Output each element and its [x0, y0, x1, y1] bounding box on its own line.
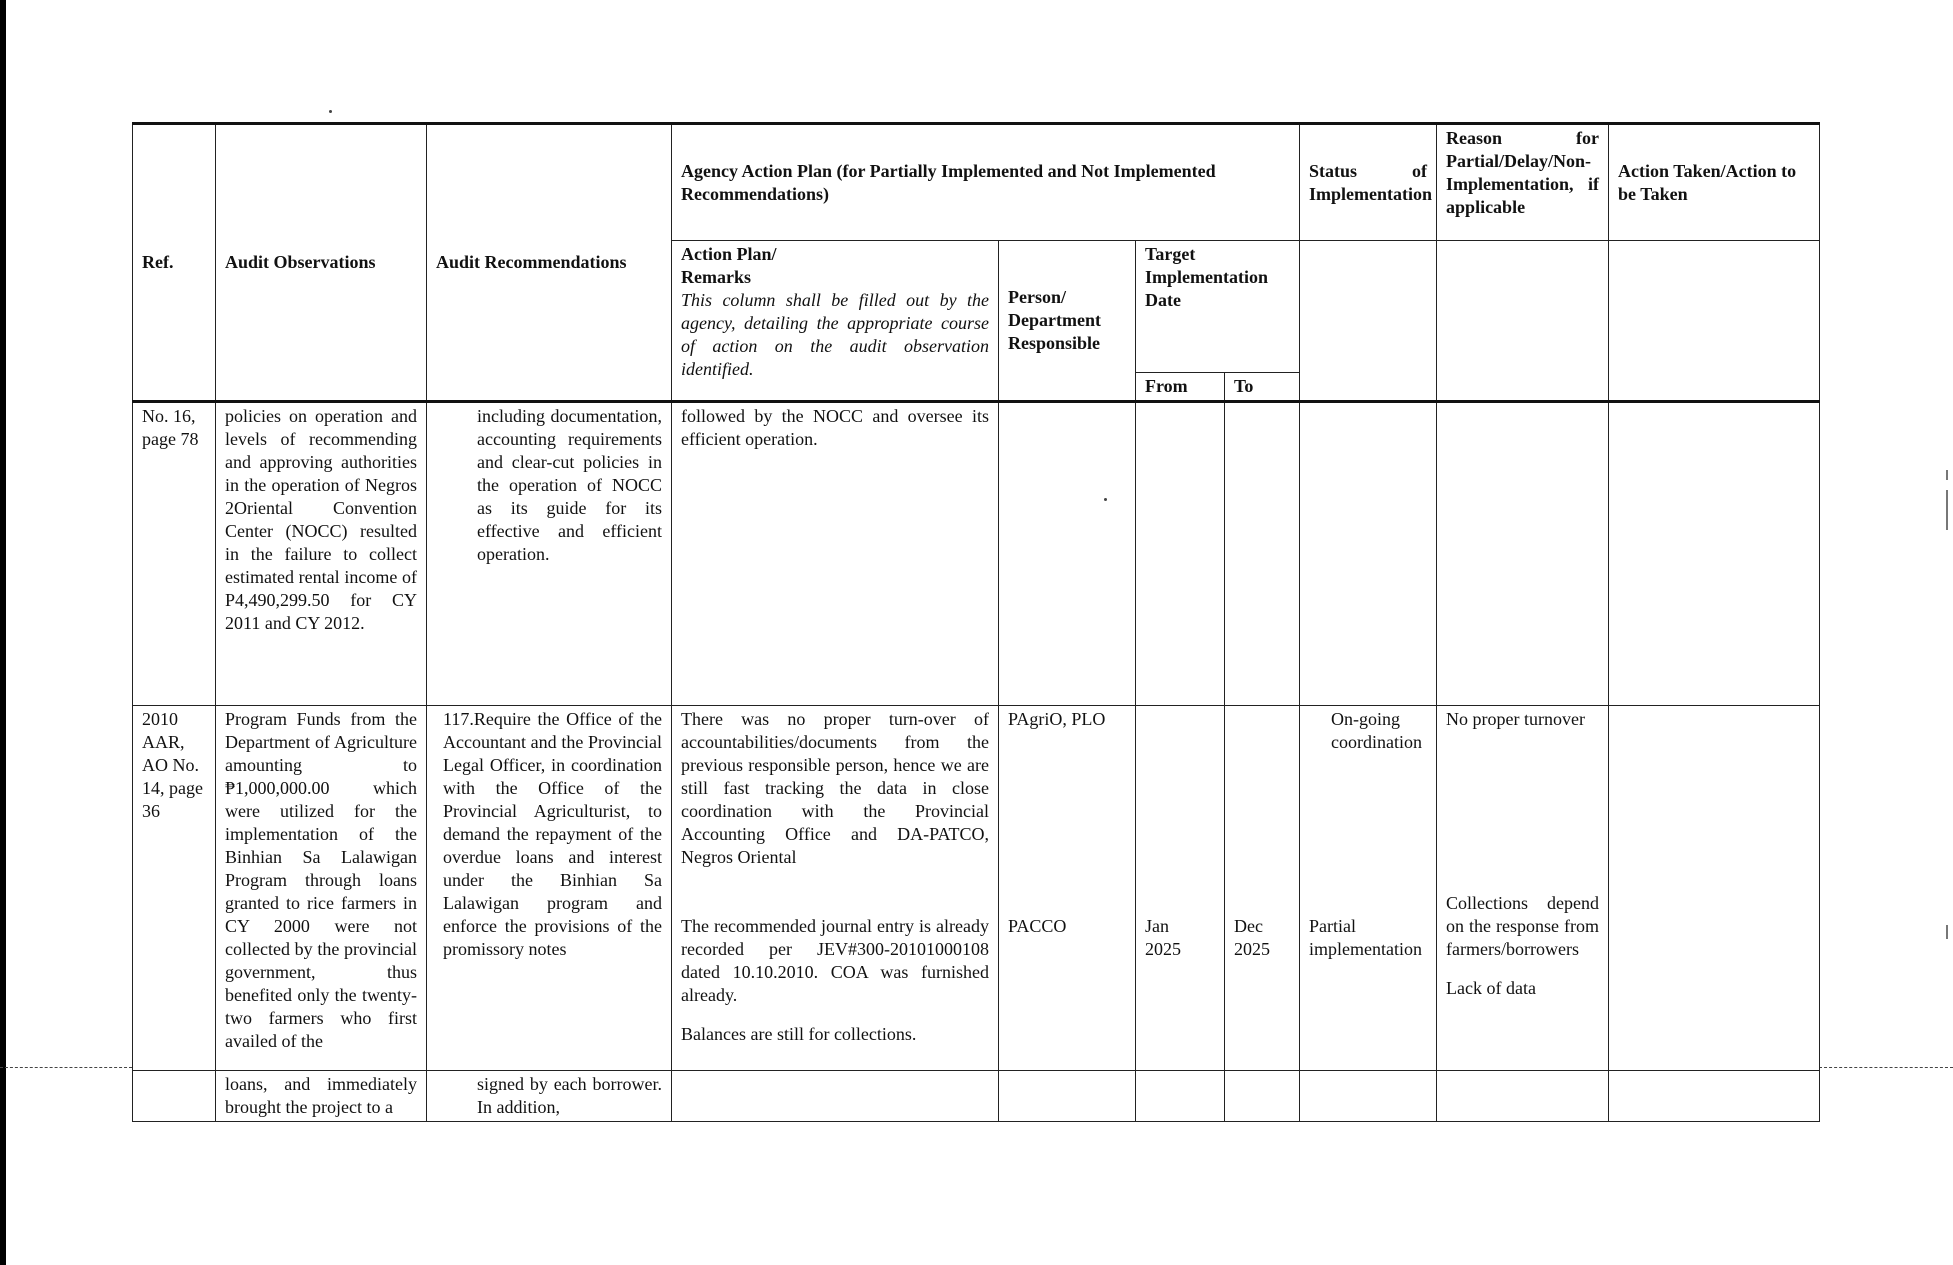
scan-mark: [1946, 925, 1948, 939]
row-reason: [1437, 402, 1609, 706]
recommendation-number: 117.: [443, 709, 474, 729]
header-blank-status: [1300, 241, 1437, 402]
page-cut-line-right: [1819, 1067, 1953, 1068]
header-reason: Reason for Partial/Delay/Non-Implementation, if applicable: [1437, 124, 1609, 241]
header-from: From: [1136, 373, 1225, 402]
row-observation: loans, and immediately brought the project to a: [216, 1071, 427, 1122]
row-to: [1225, 402, 1300, 706]
action-plan-note: This column shall be filled out by the agency, detailing the appropriate course of action on the audit observation identified.: [681, 290, 989, 379]
header-audit-observations: Audit Observations: [216, 124, 427, 402]
status-item: On-going coordination: [1331, 709, 1423, 752]
row-ref: No. 16, page 78: [133, 402, 216, 706]
row-from: [1136, 706, 1225, 1071]
audit-action-plan-table: [132, 122, 1820, 1122]
row-person: [999, 402, 1136, 706]
reason-item: Lack of data: [1446, 978, 1536, 998]
header-action-taken: Action Taken/Action to be Taken: [1609, 124, 1820, 241]
table-row: [133, 1071, 1820, 1122]
row-to: [1225, 706, 1300, 1071]
to-date: Dec 2025: [1234, 916, 1270, 959]
row-ref: 2010 AAR, AO No. 14, page 36: [133, 706, 216, 1071]
header-audit-recommendations: Audit Recommendations: [427, 124, 672, 402]
action-plan-item: There was no proper turn-over of accountabilities/documents from the previous responsible person, hence we are still fast tracking the data in close coordination with the Provincial Accounting Office and DA-PATCO, Negros Oriental: [681, 709, 989, 867]
row-action-plan: [672, 706, 999, 1071]
row-action-taken: [1609, 402, 1820, 706]
row-recommendation: including documentation, accounting requirements and clear-cut policies in the operation of NOCC as its guide for its effective and efficient operation.: [427, 402, 672, 706]
row-action-taken: [1609, 706, 1820, 1071]
action-plan-item: Balances are still for collections.: [681, 1024, 917, 1044]
row-action-taken: [1609, 1071, 1820, 1122]
header-target-date: Target Implementation Date: [1136, 241, 1300, 373]
row-from: [1136, 1071, 1225, 1122]
row-observation: policies on operation and levels of recommending and approving authorities in the operation of Negros 2Oriental Convention Center (NOCC) resulted in the failure to collect estimated rental income of P4,490,299.50 for CY 2011 and CY 2012.: [216, 402, 427, 706]
header-status: Status of Implementation: [1300, 124, 1437, 241]
row-recommendation: [427, 706, 672, 1071]
row-status: [1300, 1071, 1437, 1122]
row-status: [1300, 706, 1437, 1071]
row-person: [999, 1071, 1136, 1122]
recommendation-text: Require the Office of the Accountant and the Provincial Legal Officer, in coordination with the Office of the Provincial Agriculturist, to demand the repayment of the overdue loans and interest under the Binhian Sa Lalawigan program and enforce the provisions of the promissory notes: [443, 709, 662, 959]
header-blank-action: [1609, 241, 1820, 402]
page-cut-line-left: [0, 1067, 132, 1068]
header-action-plan: [672, 241, 999, 402]
row-action-plan: followed by the NOCC and oversee its efficient operation.: [672, 402, 999, 706]
from-date: Jan 2025: [1145, 916, 1181, 959]
status-item: Partial implementation: [1309, 916, 1423, 959]
row-person: [999, 706, 1136, 1071]
row-action-plan: [672, 1071, 999, 1122]
action-plan-title-2: Remarks: [681, 267, 751, 287]
person-item: PACCO: [1008, 916, 1067, 936]
header-person-responsible: Person/ Department Responsible: [999, 241, 1136, 402]
row-reason: [1437, 706, 1609, 1071]
row-reason: [1437, 1071, 1609, 1122]
row-observation: Program Funds from the Department of Agriculture amounting to ₱1,000,000.00 which were utilized for the implementation of the Binhian Sa Lalawigan Program through loans granted to rice farmers in CY 2000 were not collected by the provincial government, thus benefited only the twenty-two farmers who first availed of the: [216, 706, 427, 1071]
row-from: [1136, 402, 1225, 706]
header-to: To: [1225, 373, 1300, 402]
table-row: [133, 706, 1820, 1071]
row-to: [1225, 1071, 1300, 1122]
reason-item: No proper turnover: [1446, 709, 1586, 729]
action-plan-item: The recommended journal entry is already recorded per JEV#300-20101000108 dated 10.10.2010. COA was furnished already.: [681, 916, 989, 1005]
action-plan-title-1: Action Plan/: [681, 244, 777, 264]
header-blank-reason: [1437, 241, 1609, 402]
reason-item: Collections depend on the response from farmers/borrowers: [1446, 893, 1600, 959]
row-recommendation: signed by each borrower. In addition,: [427, 1071, 672, 1122]
scan-mark: [1946, 470, 1948, 480]
person-item: PAgriO, PLO: [1008, 709, 1106, 729]
scan-edge-bar: [0, 0, 6, 1265]
table-row: [133, 402, 1820, 706]
scan-mark: [1946, 490, 1948, 530]
header-agency-action-plan: Agency Action Plan (for Partially Implemented and Not Implemented Recommendations): [672, 124, 1300, 241]
row-status: [1300, 402, 1437, 706]
scan-speck: [329, 110, 332, 113]
row-ref: [133, 1071, 216, 1122]
header-ref: Ref.: [133, 124, 216, 402]
